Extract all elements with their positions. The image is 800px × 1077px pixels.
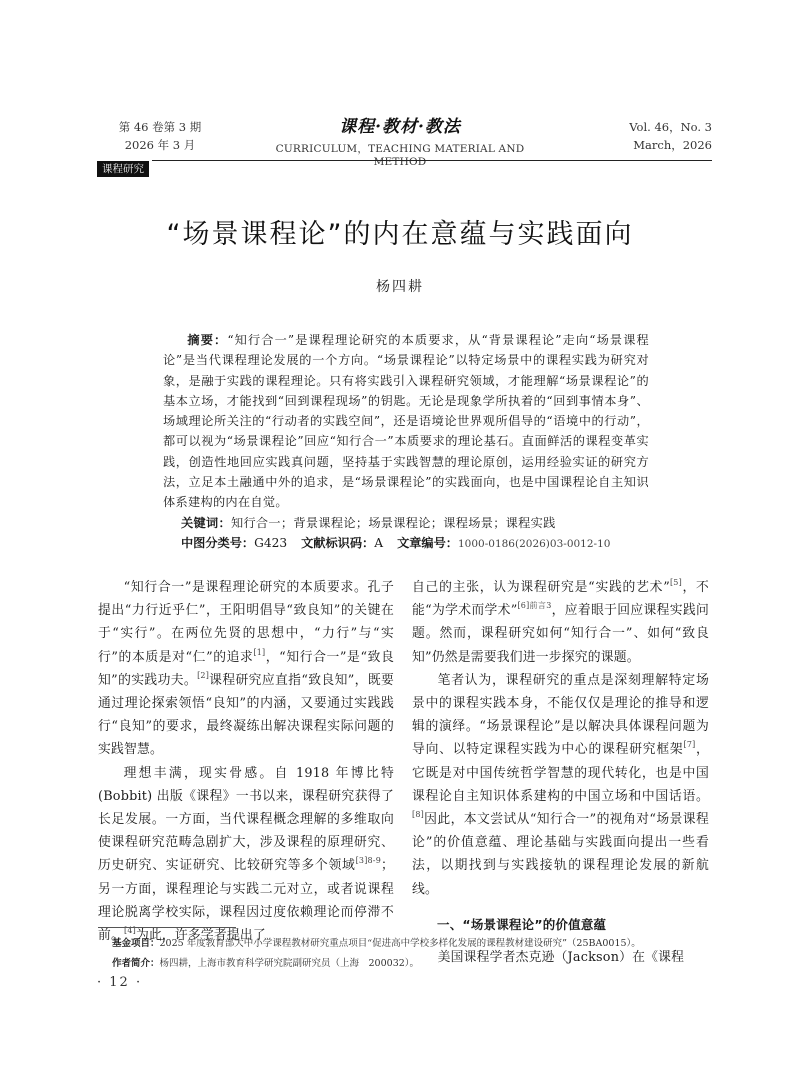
body-paragraph — [98, 762, 394, 948]
text-run: 课程研究应直指“致良知”，既要通过理论探索领悟“良知”的内涵，又要通过实践践行“良知”的要求，最终凝练出解决课程实际问题的实践智慧。 — [98, 672, 394, 758]
abstract — [163, 330, 649, 513]
volume-en: Vol. 46，No. 3 — [629, 120, 712, 134]
issue-info-cn — [100, 118, 220, 154]
text-run: 笔者认为，课程研究的重点是深刻理解特定场景中的课程实践本身，不能仅仅是理论的推导和逻辑的演绎。“场景课程论”是以解决具体课程问题为导向、以特定课程实践为中心的课程研究框架 — [412, 672, 709, 758]
doc-code-value: A — [374, 536, 384, 550]
citation-ref: [5] — [669, 578, 682, 587]
body-column-left — [98, 576, 394, 947]
citation-ref: [3]8-9 — [355, 856, 381, 866]
footnote-fund — [112, 936, 712, 952]
section-tag: 课程研究 — [97, 161, 149, 177]
citation-ref: [4] — [124, 926, 136, 936]
footnote-rule — [98, 927, 236, 928]
fund-label: 基金项目： — [112, 938, 160, 949]
citation-ref: [6]前言3 — [517, 601, 552, 611]
text-run: 自己的主张，认为课程研究是“实践的艺术” — [412, 580, 670, 595]
footnote-author — [112, 956, 712, 972]
text-run: ，它既是对中国传统哲学智慧的现代转化，也是中国课程论自主知识体系建构的中国立场和中国话语。 — [412, 742, 710, 804]
doc-code-label: 文献标识码： — [301, 536, 375, 550]
text-run: 理想丰满，现实骨感。自 1918 年博比特(Bobbit) 出版《课程》一书以来，课程研究获得了长足发展。一方面，当代课程概念理解的多维取向使课程研究范畴急剧扩大，涉及课程的原理研究、历史研究、实证研究、比较研究等多个领域 — [98, 765, 394, 874]
text-run: “知行合一”是课程理论研究的本质要求。孔子提出“力行近乎仁”，王阳明倡导“致良知”的关键在于“实行”。在两位先贤的思想中，“力行”与“实行”的本质是对“仁”的追求 — [98, 580, 394, 665]
text-run: ，“知行合一”是“致良知”的实践功夫。 — [98, 649, 395, 688]
journal-title-cn: 课程·教材·教法 — [339, 117, 461, 137]
date-cn: 2026 年 3 月 — [124, 138, 196, 152]
volume-cn: 第 46 卷第 3 期 — [118, 120, 202, 134]
body-paragraph — [412, 576, 709, 669]
article-author: 杨四耕 — [376, 279, 424, 295]
article-no-label: 文章编号： — [397, 536, 458, 550]
date-en: March，2026 — [633, 138, 712, 152]
fund-text: 2025 年度教育部大中小学课程教材研究重点项目“促进高中学校多样化发展的课程教材建设研究”（25BA0015）。 — [159, 938, 641, 949]
journal-title-en: CURRICULUM，TEACHING MATERIAL AND METHOD — [275, 143, 525, 168]
body-paragraph: 美国课程学者杰克逊（Jackson）在《课程 — [437, 950, 685, 966]
author-bio-label: 作者简介： — [112, 958, 160, 969]
header-rule — [152, 160, 712, 161]
citation-ref: [1] — [253, 647, 266, 657]
citation-ref: [8] — [412, 810, 424, 820]
text-run: ；另一方面，课程理论与实践二元对立，或者说课程理论脱离学校实际，课程因过度依赖理论而停滞不前。 — [98, 858, 394, 944]
body-column-right — [412, 576, 709, 969]
keywords-label: 关键词： — [181, 516, 231, 530]
abstract-text: “知行合一”是课程理论研究的本质要求，从“背景课程论”走向“场景课程论”是当代课程理论发展的一个方向。“场景课程论”以特定场景中的课程实践为研究对象，是融于实践的课程理论。只有将实践引入课程研究领域，才能理解“场景课程论”的基本立场，才能找到“回到课程现场”的钥匙。无论是现象学所执着的“回到事情本身”、场域理论所关注的“行动者的实践空间”，还是语境论世界观所倡导的“语境中的行动”，都可以视为“场景课程论”回应“知行合一”本质要求的理论基石。直面鲜活的课程变革实践，创造性地回应实践真问题，坚持基于实践智慧的理论原创，运用经验实证的研究方法，立足本土融通中外的追求，是“场景课程论”的实践面向，也是中国课程论自主知识体系建构的内在自觉。 — [163, 333, 650, 510]
article-meta — [181, 533, 610, 554]
body-paragraph — [412, 669, 709, 901]
article-no-value: 1000-0186(2026)03-0012-10 — [458, 538, 611, 550]
author-bio-text: 杨四耕，上海市教育科学研究院副研究员（上海 200032）。 — [159, 958, 420, 969]
issue-info-en — [600, 118, 712, 154]
clc-value: G423 — [254, 536, 288, 550]
text-run: ，不能“为学术而学术” — [412, 580, 709, 619]
keywords — [181, 513, 556, 533]
text-run: ，应着眼于回应课程实践问题。然而，课程研究如何“知行合一”、如何“致良知”仍然是需要我们进一步探究的课题。 — [412, 603, 709, 665]
keywords-text: 知行合一；背景课程论；场景课程论；课程场景；课程实践 — [230, 516, 556, 530]
citation-ref: [2] — [197, 670, 210, 680]
page-number: · 12 · — [97, 975, 143, 990]
text-run: 为此，许多学者提出了 — [135, 928, 266, 944]
text-run: 因此，本文尝试从“知行合一”的视角对“场景课程论”的价值意蕴、理论基础与实践面向提出一些看法，以期找到与实践接轨的课程理论发展的新航线。 — [412, 812, 709, 897]
abstract-label: 摘要： — [187, 333, 228, 347]
body-paragraph — [98, 576, 394, 762]
section-heading: 一、“场景课程论”的价值意蕴 — [437, 916, 607, 932]
article-title: “场景课程论”的内在意蕴与实践面向 — [166, 219, 634, 250]
citation-ref: [7] — [683, 740, 696, 750]
clc-label: 中图分类号： — [181, 536, 255, 550]
